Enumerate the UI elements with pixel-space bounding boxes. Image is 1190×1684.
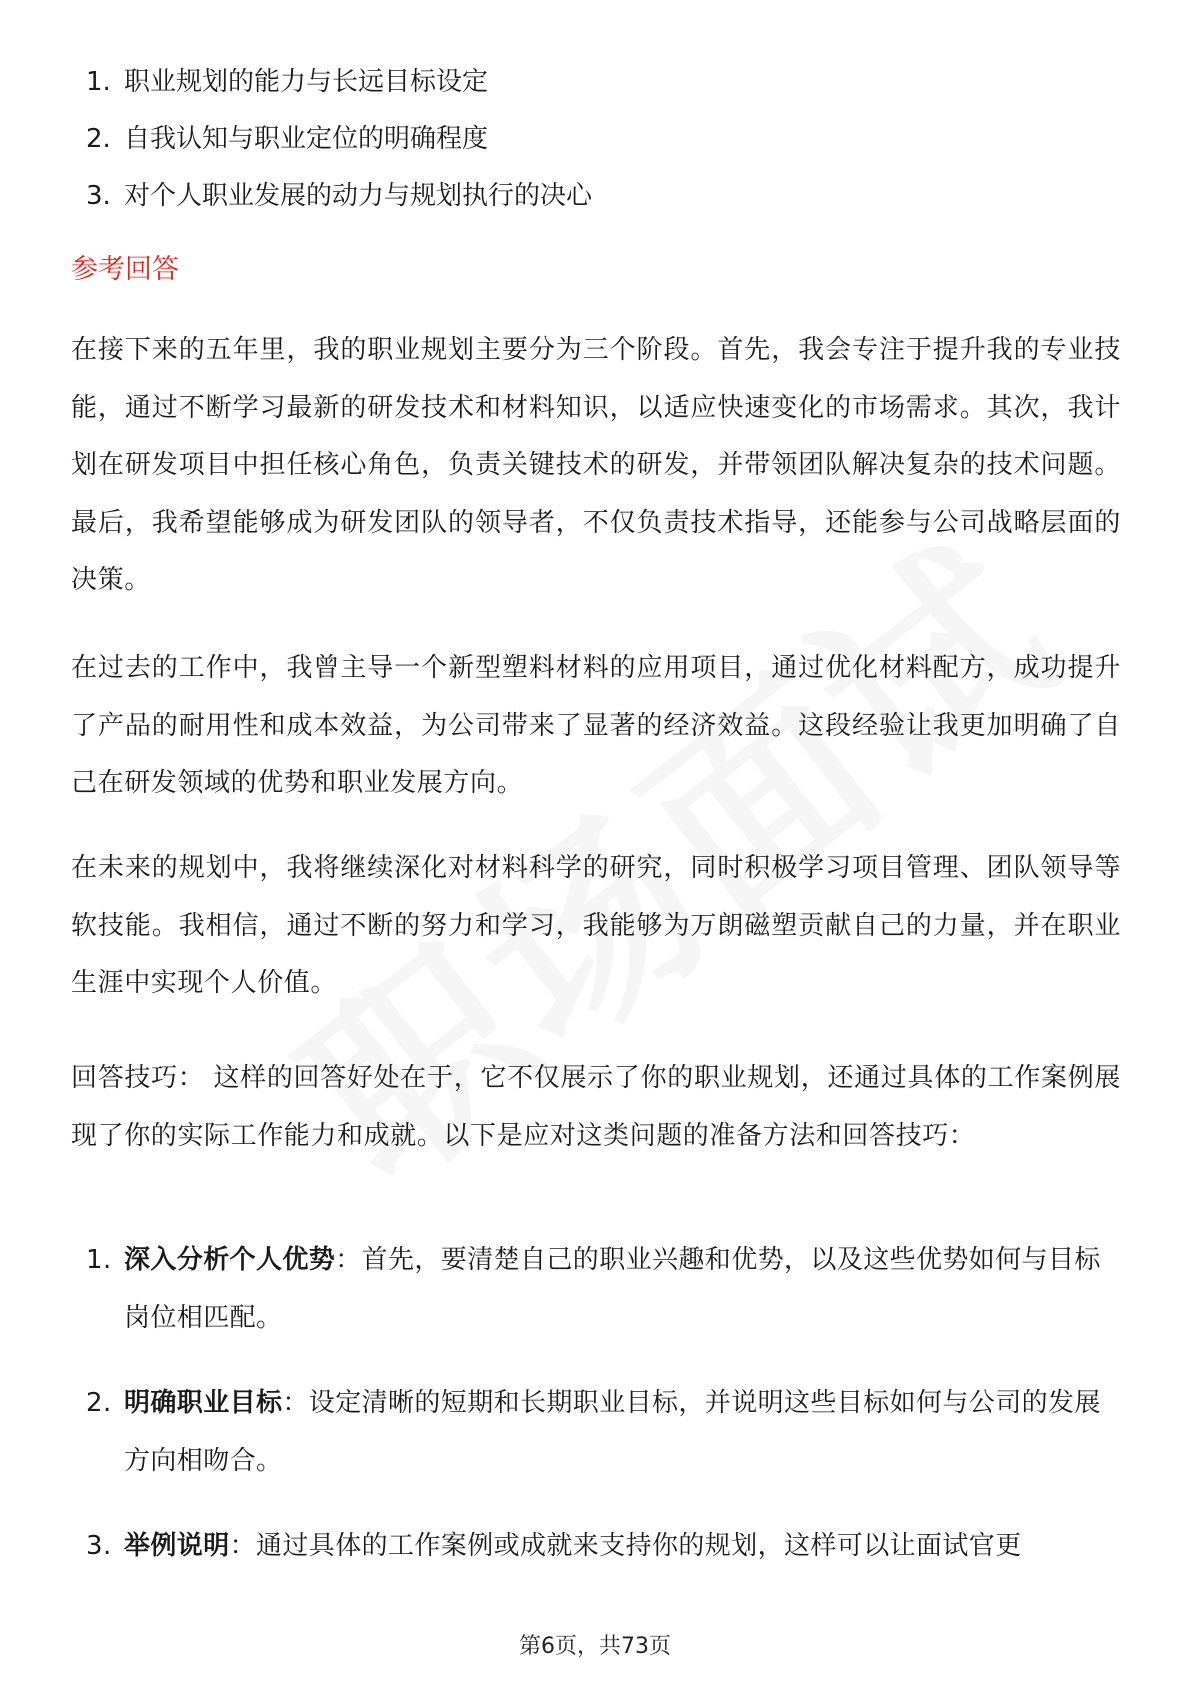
answer-tips-intro: 回答技巧： 这样的回答好处在于，它不仅展示了你的职业规划，还通过具体的工作案例展现了你的实际工作能力和成就。以下是应对这类问题的准备方法和回答技巧： xyxy=(71,1063,1121,1151)
tip-label: 深入分析个人优势 xyxy=(124,1245,336,1275)
list-number: 1. xyxy=(86,67,111,97)
list-item xyxy=(0,1518,1190,1576)
list-number: 2. xyxy=(86,124,111,154)
list-number: 3. xyxy=(86,181,111,211)
tip-text: ：首先，要清楚自己的职业兴趣和优势，以及这些优势如何与目标岗位相匹配。 xyxy=(124,1245,1101,1333)
tip-label: 明确职业目标 xyxy=(124,1388,283,1418)
list-number: 3. xyxy=(86,1531,112,1561)
list-number: 1. xyxy=(86,1245,112,1275)
page-number-footer: 第6页，共73页 xyxy=(519,1634,671,1659)
evaluation-points-list xyxy=(0,54,1190,225)
tip-text: ：设定清晰的短期和长期职业目标，并说明这些目标如何与公司的发展方向相吻合。 xyxy=(124,1388,1101,1476)
answer-paragraph-3: 在未来的规划中，我将继续深化对材料科学的研究，同时积极学习项目管理、团队领导等软技能。我相信，通过不断的努力和学习，我能够为万朗磁塑贡献自己的力量，并在职业生涯中实现个人价值。 xyxy=(71,853,1121,998)
answer-paragraph-2: 在过去的工作中，我曾主导一个新型塑料材料的应用项目，通过优化材料配方，成功提升了产品的耐用性和成本效益，为公司带来了显著的经济效益。这段经验让我更加明确了自己在研发领域的优势和职业发展方向。 xyxy=(71,653,1121,798)
answer-tips-list xyxy=(0,1232,1190,1604)
list-item xyxy=(0,111,1190,168)
list-item-text: 自我认知与职业定位的明确程度 xyxy=(124,124,489,154)
list-item xyxy=(0,1375,1190,1490)
list-item xyxy=(0,1232,1190,1347)
answer-paragraph-1: 在接下来的五年里，我的职业规划主要分为三个阶段。首先，我会专注于提升我的专业技能，通过不断学习最新的研发技术和材料知识，以适应快速变化的市场需求。其次，我计划在研发项目中担任核心角色，负责关键技术的研发，并带领团队解决复杂的技术问题。最后，我希望能够成为研发团队的领导者，不仅负责技术指导，还能参与公司战略层面的决策。 xyxy=(71,335,1121,595)
list-item-text: 职业规划的能力与长远目标设定 xyxy=(124,67,489,97)
list-number: 2. xyxy=(86,1388,112,1418)
tip-label: 举例说明 xyxy=(124,1531,230,1561)
list-item xyxy=(0,54,1190,111)
list-item xyxy=(0,168,1190,225)
tip-text: ：通过具体的工作案例或成就来支持你的规划，这样可以让面试官更 xyxy=(229,1531,1022,1561)
list-item-text: 对个人职业发展的动力与规划执行的决心 xyxy=(124,181,593,211)
section-heading: 参考回答 xyxy=(71,254,179,285)
